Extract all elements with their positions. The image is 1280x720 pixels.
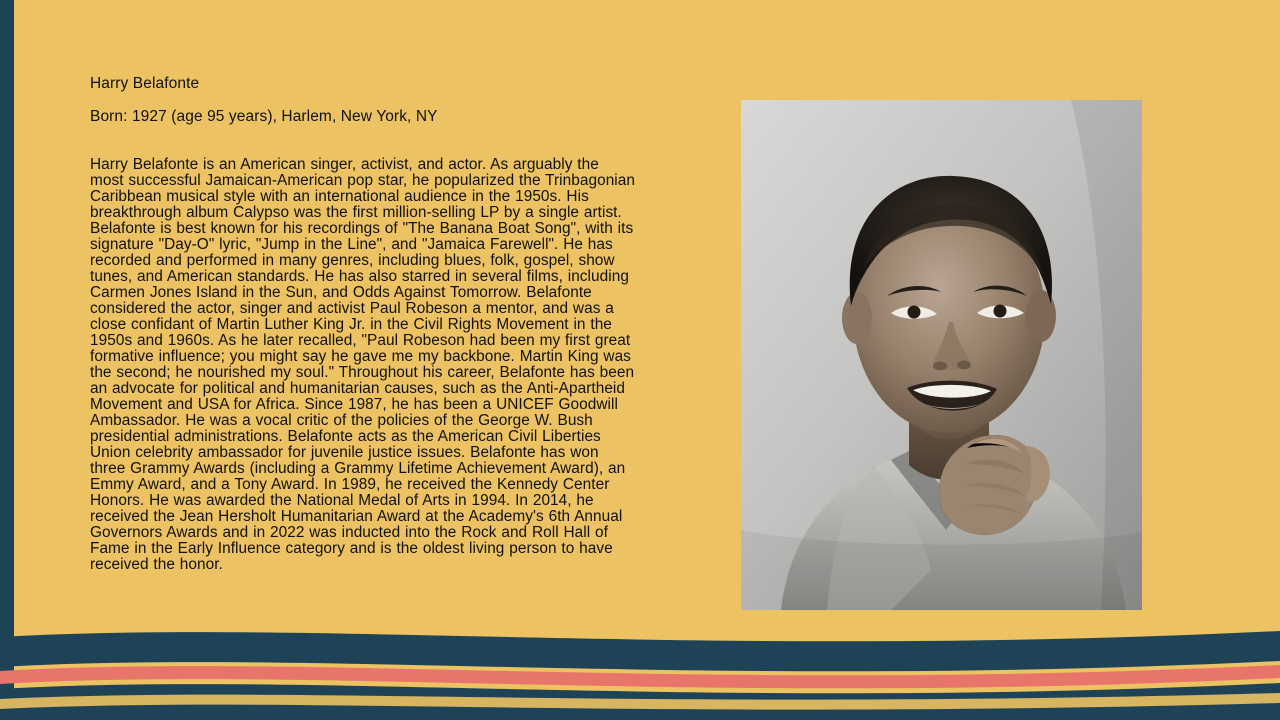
born-info: Born: 1927 (age 95 years), Harlem, New York, NY: [90, 108, 438, 126]
portrait-photo-graphic: [741, 100, 1142, 610]
biography-paragraph: Harry Belafonte is an American singer, activist, and actor. As arguably the most successful Jamaican-American pop star, he popularized the Trinbagonian Caribbean musical style with an international audience in the 1950s. His breakthrough album Calypso was the first million-selling LP by a single artist. Belafonte is best known for his recordings of "The Banana Boat Song", with its signature "Day-O" lyric, "Jump in the Line", and "Jamaica Farewell". He has recorded and performed in many genres, including blues, folk, gospel, show tunes, and American standards. He has also starred in several films, including Carmen Jones Island in the Sun, and Odds Against Tomorrow. Belafonte considered the actor, singer and activist Paul Robeson a mentor, and was a close confidant of Martin Luther King Jr. in the Civil Rights Movement in the 1950s and 1960s. As he later recalled, "Paul Robeson had been my first great formative influence; you might say he gave me my backbone. Martin King was the second; he nourished my soul." Throughout his career, Belafonte has been an advocate for political and humanitarian causes, such as the Anti-Apartheid Movement and USA for Africa. Since 1987, he has been a UNICEF Goodwill Ambassador. He was a vocal critic of the policies of the George W. Bush presidential administrations. Belafonte acts as the American Civil Liberties Union celebrity ambassador for juvenile justice issues. Belafonte has won three Grammy Awards (including a Grammy Lifetime Achievement Award), an Emmy Award, and a Tony Award. In 1989, he received the Kennedy Center Honors. He was awarded the National Medal of Arts in 1994. In 2014, he received the Jean Hersholt Humanitarian Award at the Academy's 6th Annual Governors Awards and in 2022 was inducted into the Rock and Roll Hall of Fame in the Early Influence category and is the oldest living person to have received the honor.: [90, 155, 635, 574]
portrait-photo: [741, 100, 1142, 610]
page-title: Harry Belafonte: [90, 75, 200, 92]
text-content-block: [90, 74, 635, 573]
decorative-ribbon-bands: [0, 615, 1280, 720]
left-accent-bar: [0, 0, 14, 720]
